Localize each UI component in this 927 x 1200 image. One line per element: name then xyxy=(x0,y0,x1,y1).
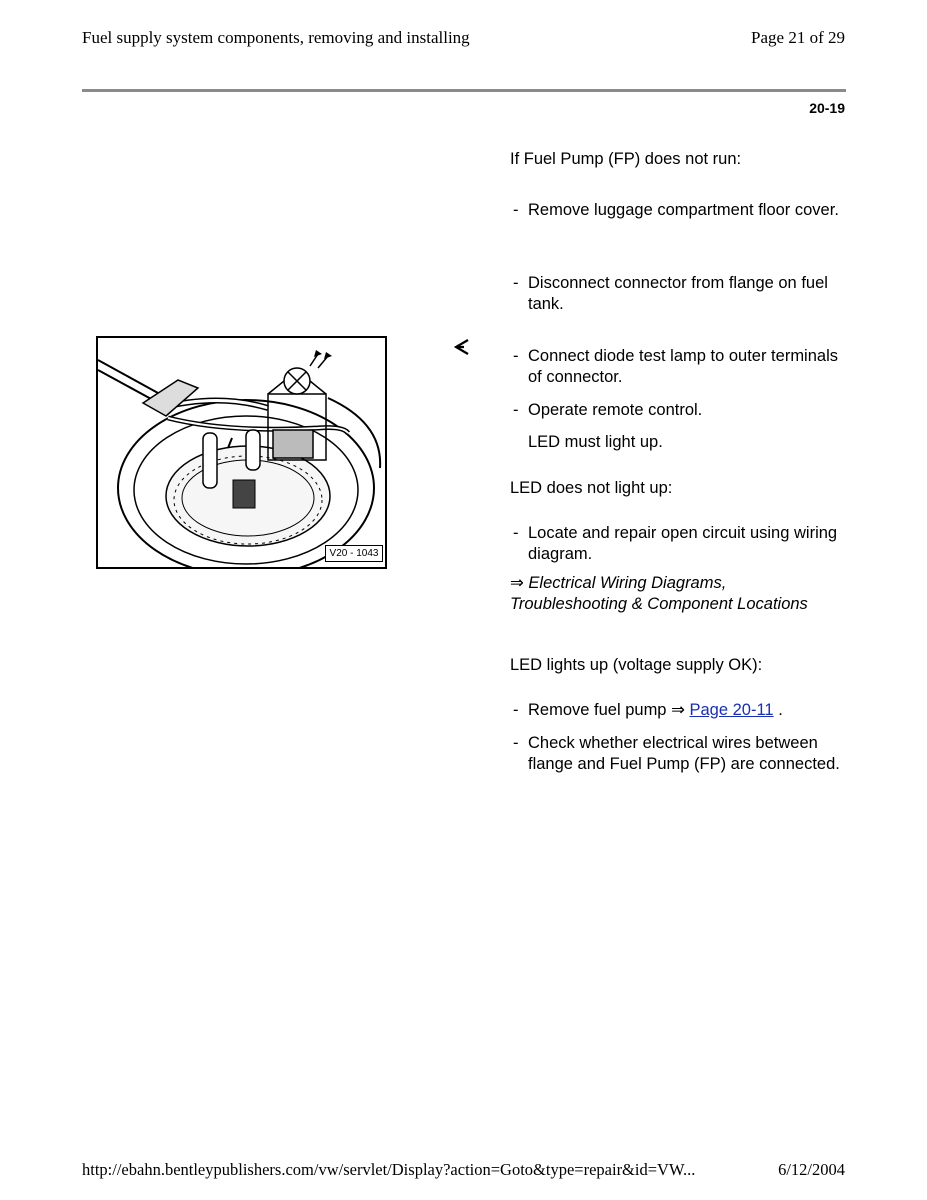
bullet-dash: - xyxy=(513,524,519,542)
step-text: Remove luggage compartment floor cover. xyxy=(528,201,839,219)
step-remove-floor-cover xyxy=(510,200,840,221)
bullet-dash: - xyxy=(513,201,519,219)
step-text: Operate remote control. xyxy=(528,401,703,419)
bullet-dash: - xyxy=(513,701,519,719)
bullet-dash: - xyxy=(513,401,519,419)
step-check-wires xyxy=(510,733,840,774)
illustration-drawing xyxy=(98,338,387,569)
case-led-not-light: LED does not light up: xyxy=(510,479,673,497)
figure-label: V20 - 1043 xyxy=(325,545,383,562)
result-led-must-light: LED must light up. xyxy=(528,433,663,451)
step-text: Locate and repair open circuit using wiring diagram. xyxy=(528,524,838,563)
intro-text: If Fuel Pump (FP) does not run: xyxy=(510,150,742,168)
header-divider xyxy=(82,89,846,92)
step-text: Check whether electrical wires between flange and Fuel Pump (FP) are connected. xyxy=(528,734,840,773)
bullet-dash: - xyxy=(513,734,519,752)
step-operate-remote xyxy=(510,400,840,421)
step-text: Connect diode test lamp to outer terminals of connector. xyxy=(528,347,838,386)
step-text: Remove fuel pump ⇒ xyxy=(528,701,685,719)
wiring-diagram-reference xyxy=(510,573,830,614)
section-number: 20-19 xyxy=(809,100,845,116)
footer-date: 6/12/2004 xyxy=(778,1160,845,1179)
step-connect-test-lamp xyxy=(510,346,840,387)
bullet-dash: - xyxy=(513,347,519,365)
reference-text: Electrical Wiring Diagrams, Troubleshooting & Component Locations xyxy=(510,574,808,613)
figure-pointer-icon xyxy=(453,338,471,356)
case-led-lights: LED lights up (voltage supply OK): xyxy=(510,656,763,674)
step-disconnect-connector xyxy=(510,273,840,314)
page-20-11-link[interactable]: Page 20-11 xyxy=(689,701,774,719)
bullet-dash: - xyxy=(513,274,519,292)
reference-arrow-icon: ⇒ xyxy=(510,574,524,592)
header-title: Fuel supply system components, removing and installing xyxy=(82,28,470,47)
step-text-suffix: . xyxy=(778,701,783,719)
step-locate-open-circuit xyxy=(510,523,840,564)
step-remove-fuel-pump xyxy=(510,700,840,721)
step-text: Disconnect connector from flange on fuel tank. xyxy=(528,274,828,313)
footer-url: http://ebahn.bentleypublishers.com/vw/servlet/Display?action=Goto&type=repair&id=VW... xyxy=(82,1160,696,1179)
header-page-number: Page 21 of 29 xyxy=(751,28,845,47)
fuel-pump-flange-illustration xyxy=(96,336,387,569)
